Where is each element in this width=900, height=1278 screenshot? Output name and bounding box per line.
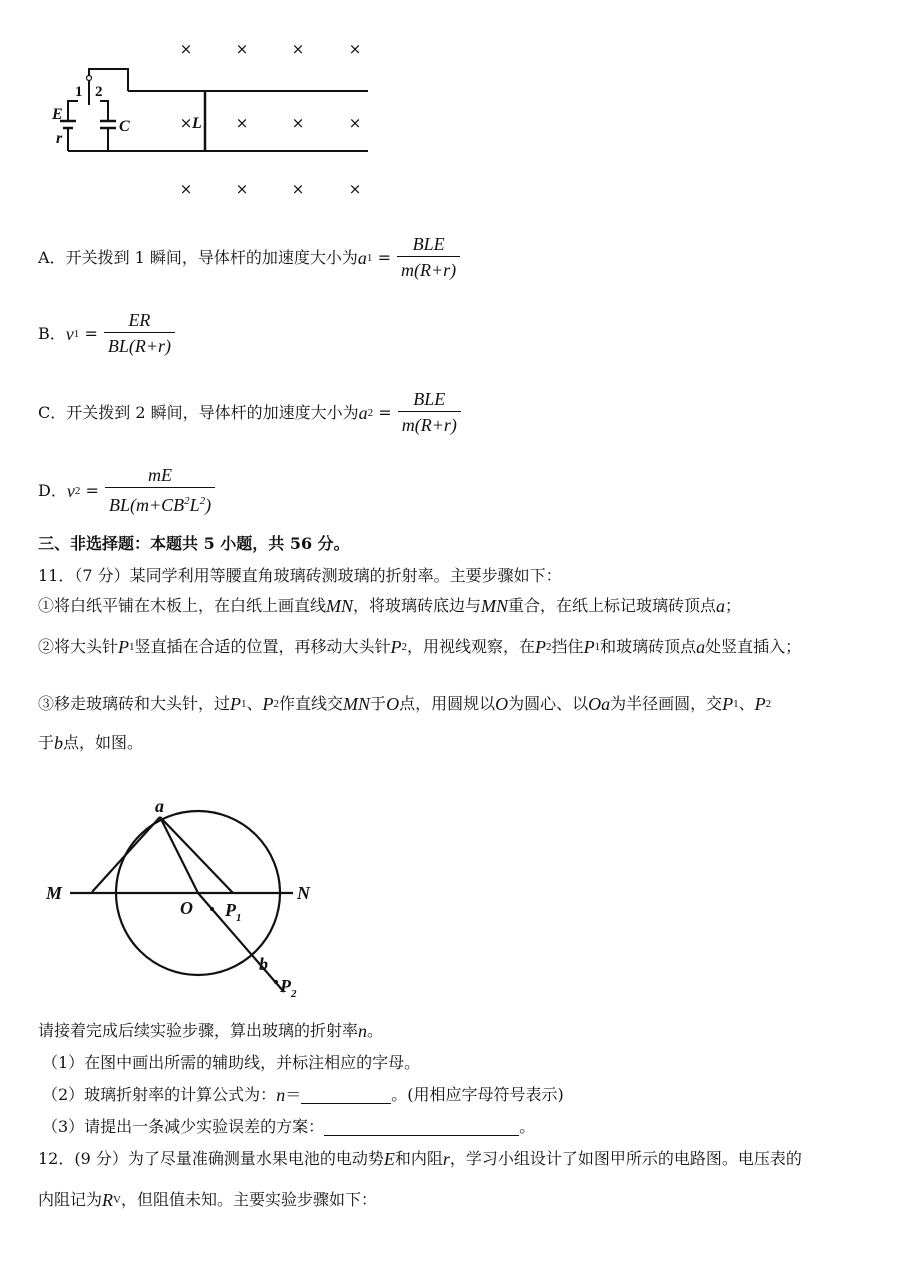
text-run: P xyxy=(754,694,766,714)
option-c xyxy=(38,389,465,436)
text-line xyxy=(38,1189,377,1211)
text-run: r xyxy=(442,1149,450,1169)
text-line xyxy=(38,732,143,754)
denominator-part: L xyxy=(189,495,200,515)
text-line xyxy=(38,1020,383,1042)
answer-blank[interactable] xyxy=(301,1087,391,1104)
text-run: b xyxy=(54,733,64,753)
text-run: 和玻璃砖顶点 xyxy=(600,637,697,656)
text-run: 请接着完成后续实验步骤，算出玻璃的折射率 xyxy=(38,1021,359,1040)
text-run: P xyxy=(535,637,547,657)
text-run: 于 xyxy=(38,733,55,752)
label-O: O xyxy=(180,898,193,918)
denominator-part: BL(m+CB xyxy=(108,495,185,515)
text-run: ，学习小组设计了如图甲所示的电路图。电压表的 xyxy=(449,1149,802,1168)
text-run: ，用视线观察，在 xyxy=(407,637,536,656)
pin-P1 xyxy=(210,907,214,911)
text-run: 为半径画圆，交 xyxy=(610,694,723,713)
text-run: MN xyxy=(326,596,354,616)
denominator-part: ) xyxy=(205,495,212,515)
circuit-figure xyxy=(0,0,400,210)
text-run: P xyxy=(230,694,242,714)
line-a-O xyxy=(160,817,198,893)
text-run: 挡住 xyxy=(551,637,584,656)
text-run: 和内阻 xyxy=(394,1149,443,1168)
label-E: E xyxy=(52,106,63,123)
subscript: 1 xyxy=(73,327,80,340)
text-line xyxy=(38,693,771,715)
subscript: 1 xyxy=(366,251,373,264)
magnetic-field-crosses xyxy=(180,40,362,198)
fraction xyxy=(397,234,460,281)
variable: v xyxy=(65,323,74,344)
denominator: m(R+r) xyxy=(398,411,461,436)
variable: v xyxy=(66,480,75,501)
text-run: 。 xyxy=(367,1021,384,1040)
equals-sign: = xyxy=(82,480,99,500)
equals-sign: = xyxy=(375,402,392,422)
option-letter: A． xyxy=(38,247,66,267)
field-cross: × xyxy=(179,40,193,58)
text-run: 。(用相应字母符号表示) xyxy=(391,1085,564,1104)
text-run: P xyxy=(583,637,595,657)
text-line xyxy=(38,636,801,658)
line-a-P1 xyxy=(160,817,233,893)
text-run: MN xyxy=(481,596,509,616)
text-run: ； xyxy=(725,596,742,615)
numerator: BLE xyxy=(413,389,446,409)
text-run: a xyxy=(696,637,706,657)
numerator: ER xyxy=(128,310,151,330)
text-run: ，但阻值未知。主要实验步骤如下： xyxy=(120,1190,377,1209)
field-cross: × xyxy=(291,180,305,198)
label-a: a xyxy=(155,796,164,816)
line-M-a xyxy=(92,817,160,892)
field-cross: × xyxy=(235,114,249,132)
label-1: 1 xyxy=(75,84,83,100)
answer-blank[interactable] xyxy=(324,1119,519,1136)
text-run: 11．（7 分）某同学利用等腰直角玻璃砖测玻璃的折射率。主要步骤如下： xyxy=(38,566,562,585)
text-run: 2 xyxy=(273,698,280,710)
terminal-2 xyxy=(100,101,108,121)
numerator: BLE xyxy=(412,234,445,254)
field-cross: × xyxy=(235,40,249,58)
text-run: （1）在图中画出所需的辅助线，并标注相应的字母。 xyxy=(42,1053,421,1072)
option-a xyxy=(38,234,464,281)
text-line xyxy=(38,565,562,587)
circle xyxy=(116,811,280,975)
text-run: 三、非选择题：本题共 5 小题，共 56 分。 xyxy=(38,534,350,553)
option-d xyxy=(38,465,219,516)
label-M: M xyxy=(46,883,63,903)
text-run: P xyxy=(722,694,734,714)
text-run: 1 xyxy=(733,698,739,710)
text-line xyxy=(38,595,741,617)
label-r: r xyxy=(56,130,63,147)
text-run: 12．(9 分）为了尽量准确测量水果电池的电动势 xyxy=(38,1149,384,1168)
text-run: 1 xyxy=(129,641,135,653)
subscript: 2 xyxy=(367,406,374,419)
text-run: 点，用圆规以 xyxy=(399,694,496,713)
text-run: 于 xyxy=(370,694,387,713)
fraction xyxy=(398,389,461,436)
subscript: 2 xyxy=(74,484,81,497)
equals-sign: = xyxy=(81,323,98,343)
text-run: ，将玻璃砖底边与 xyxy=(353,596,482,615)
text-line xyxy=(42,1052,420,1074)
text-run: 、 xyxy=(738,694,755,713)
text-run: P xyxy=(118,637,130,657)
text-line xyxy=(42,1116,535,1138)
text-run: MN xyxy=(343,694,371,714)
text-run: ③移走玻璃砖和大头针，过 xyxy=(38,694,231,713)
text-line xyxy=(42,1084,564,1106)
text-run: 2 xyxy=(765,698,772,710)
option-b xyxy=(38,310,179,357)
text-run: 1 xyxy=(241,698,247,710)
text-run: Oa xyxy=(588,694,611,714)
text-run: O xyxy=(386,694,400,714)
text-run: （2）玻璃折射率的计算公式为： xyxy=(42,1085,277,1104)
option-letter: D． xyxy=(38,480,67,500)
option-letter: B． xyxy=(38,323,66,343)
label-b: b xyxy=(259,954,268,974)
field-cross: × xyxy=(291,40,305,58)
label-P1: $P_1$ xyxy=(225,900,242,924)
text-run: E xyxy=(383,1149,395,1169)
text-run: n xyxy=(358,1021,368,1041)
section-heading xyxy=(38,533,350,555)
field-cross: × xyxy=(179,180,193,198)
numerator: mE xyxy=(148,465,173,485)
text-run: 、 xyxy=(246,694,263,713)
text-run: ①将白纸平铺在木板上，在白纸上画直线 xyxy=(38,596,327,615)
field-cross: × xyxy=(179,114,193,132)
variable: a xyxy=(358,402,368,423)
option-text: 开关拨到 1 瞬间，导体杆的加速度大小为 xyxy=(65,247,358,267)
line-O-P2 xyxy=(198,893,284,992)
denominator-part: 2 xyxy=(184,495,190,507)
terminal-1 xyxy=(68,101,78,121)
fraction xyxy=(105,465,215,516)
text-run: n xyxy=(276,1085,286,1105)
field-cross: × xyxy=(348,114,362,132)
option-text: 开关拨到 2 瞬间，导体杆的加速度大小为 xyxy=(66,402,359,422)
text-run: 2 xyxy=(546,641,552,653)
text-run: O xyxy=(495,694,509,714)
label-2: 2 xyxy=(95,84,103,100)
denominator-part: 2 xyxy=(199,495,206,507)
field-cross: × xyxy=(348,40,362,58)
text-run: 2 xyxy=(401,641,408,653)
text-run: 。 xyxy=(519,1117,536,1136)
label-C: C xyxy=(119,118,130,135)
option-letter: C． xyxy=(38,402,67,422)
text-run: P xyxy=(262,694,274,714)
denominator: BL(R+r) xyxy=(104,332,175,357)
text-run: 竖直插在合适的位置，再移动大头针 xyxy=(134,637,391,656)
text-run: P xyxy=(390,637,402,657)
text-run: R xyxy=(102,1190,114,1210)
text-run: 1 xyxy=(594,641,601,653)
text-run: a xyxy=(716,596,726,616)
label-N: N xyxy=(297,883,310,903)
field-cross: × xyxy=(235,180,249,198)
text-run: 作直线交 xyxy=(279,694,344,713)
pin-P2 xyxy=(274,980,278,984)
text-run: 内阻记为 xyxy=(38,1190,103,1209)
text-run: ②将大头针 xyxy=(38,637,119,656)
text-run: V xyxy=(113,1194,121,1206)
denominator: m(R+r) xyxy=(397,256,460,281)
text-run: 重合，在纸上标记玻璃砖顶点 xyxy=(508,596,717,615)
label-P2: $P_2$ xyxy=(280,976,297,1000)
text-run: ＝ xyxy=(285,1085,302,1104)
switch-pivot xyxy=(87,76,92,81)
text-run: 为圆心、以 xyxy=(508,694,589,713)
label-L: L xyxy=(192,115,202,132)
text-run: 处竖直插入； xyxy=(705,637,802,656)
text-run: 点，如图。 xyxy=(63,733,144,752)
field-cross: × xyxy=(291,114,305,132)
field-cross: × xyxy=(348,180,362,198)
text-line xyxy=(38,1148,802,1170)
text-run: （3）请提出一条减少实验误差的方案： xyxy=(42,1117,325,1136)
denominator xyxy=(105,487,215,516)
fraction xyxy=(104,310,175,357)
variable: a xyxy=(357,247,367,268)
equals-sign: = xyxy=(374,247,392,267)
